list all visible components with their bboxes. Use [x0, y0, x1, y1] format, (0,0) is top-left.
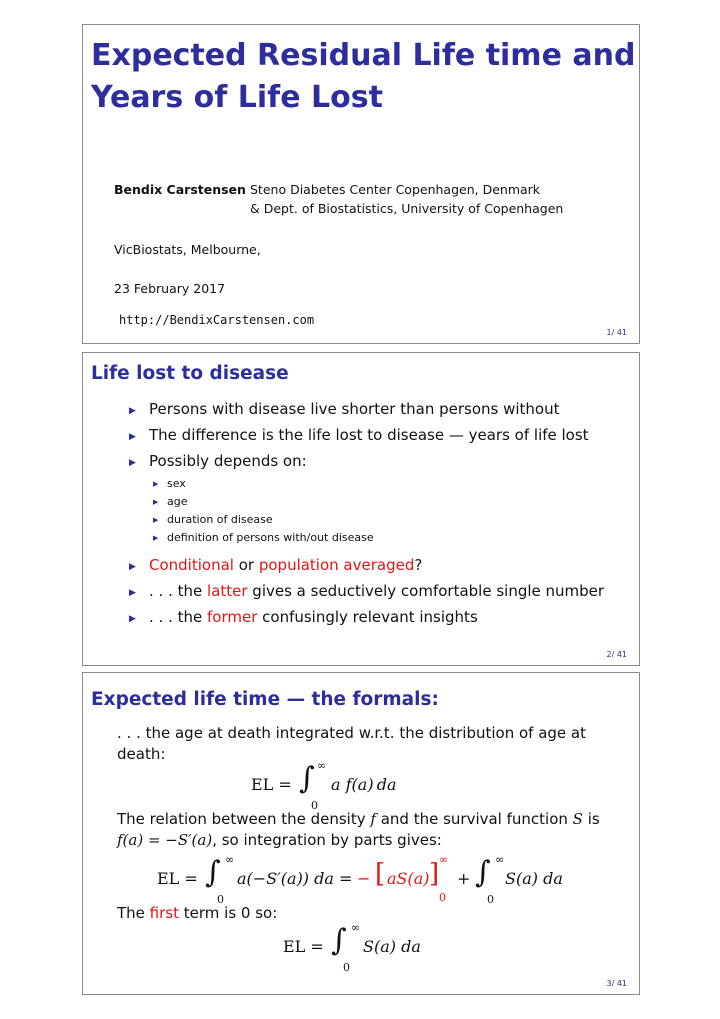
date: 23 February 2017 — [114, 281, 226, 296]
list-item: ▶ The difference is the life lost to disease — years of life lost — [129, 423, 604, 449]
venue: VicBiostats, Melbourne, — [114, 242, 261, 257]
bullet-triangle-icon: ▶ — [129, 458, 136, 468]
slide-3-body: . . . the age at death integrated w.r.t. the distribution of age at death: The relation between the density f and the survival function S is f(a) = −S′(a), so integration by parts gives: The first term is 0 so: — [117, 723, 627, 924]
sub-list-item: ▶ duration of disease — [153, 511, 604, 529]
slide-2-title: Life lost to disease — [91, 363, 289, 384]
bullet-triangle-icon: ▶ — [129, 406, 136, 416]
list-item: ▶ . . . the latter gives a seductively comfortable single number — [129, 579, 604, 605]
list-item: ▶ Conditional or population averaged? — [129, 553, 604, 579]
page-number: 3/ 41 — [606, 979, 627, 988]
equation-el-survival: EL = ∫ ∞ 0 S(a) da — [283, 921, 421, 974]
list-item: ▶ Persons with disease live shorter than persons without — [129, 397, 604, 423]
list-item: ▶ Possibly depends on: ▶ sex ▶ age ▶ duration of disease ▶ definition of persons with/out disease — [129, 449, 604, 553]
page-number: 2/ 41 — [606, 650, 627, 659]
sub-list-item: ▶ definition of persons with/out disease — [153, 529, 604, 547]
bullet-triangle-icon: ▶ — [153, 498, 159, 506]
bullet-triangle-icon: ▶ — [153, 534, 159, 542]
slide-2 — [82, 352, 640, 666]
sub-list-item: ▶ age — [153, 493, 604, 511]
bullet-triangle-icon: ▶ — [129, 432, 136, 442]
bullet-triangle-icon: ▶ — [129, 614, 136, 624]
affiliation: Steno Diabetes Center Copenhagen, Denmark & Dept. of Biostatistics, University of Copenhagen — [250, 182, 564, 216]
author-url[interactable]: http://BendixCarstensen.com — [119, 313, 315, 327]
equation-el-density: EL = ∫ ∞ 0 a f(a) da — [251, 759, 397, 812]
sub-list-item: ▶ sex — [153, 475, 604, 493]
bullet-list — [129, 397, 604, 631]
relation-line-1: The relation between the density f and the survival function S is — [117, 810, 600, 828]
author-name: Bendix Carstensen — [114, 182, 246, 197]
slide-1-title: Expected Residual Life time and Years of Life Lost — [91, 38, 636, 115]
list-item: ▶ . . . the former confusingly relevant insights — [129, 605, 604, 631]
page-number: 1/ 41 — [606, 328, 627, 337]
slide-3-title: Expected life time — the formals: — [91, 689, 439, 710]
equation-integration-by-parts: EL = ∫ ∞ 0 a(−S′(a)) da = − [ aS(a) ] ∞ 0 + ∫ ∞ 0 S(a) da — [157, 853, 563, 906]
sub-list — [129, 475, 604, 553]
author-block — [114, 180, 563, 218]
bullet-triangle-icon: ▶ — [129, 562, 136, 572]
first-term-line: The first term is 0 so: — [117, 904, 278, 922]
relation-line-2: f(a) = −S′(a), so integration by parts gives: — [117, 831, 442, 849]
bullet-triangle-icon: ▶ — [129, 588, 136, 598]
slide-3 — [82, 672, 640, 995]
slide-1 — [82, 24, 640, 344]
bullet-triangle-icon: ▶ — [153, 480, 159, 488]
bullet-triangle-icon: ▶ — [153, 516, 159, 524]
